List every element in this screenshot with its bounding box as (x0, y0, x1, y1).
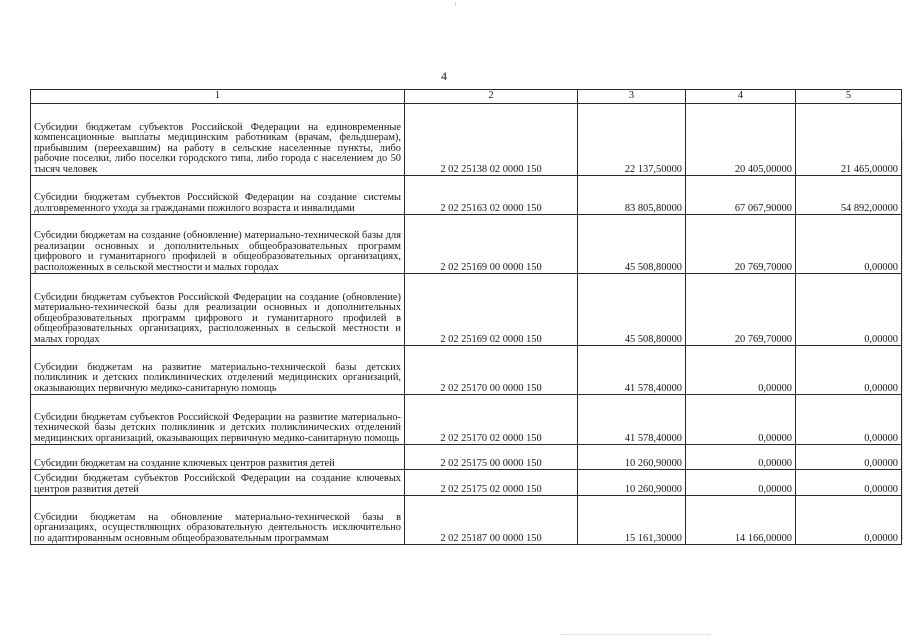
row-value-cell: 45 508,80000 (578, 215, 686, 274)
budget-revenue-table (30, 89, 902, 545)
row-value-cell: 22 137,50000 (578, 104, 686, 176)
row-value-cell: 0,00000 (686, 395, 796, 445)
row-value-cell: 41 578,40000 (578, 346, 686, 395)
row-value-cell: 0,00000 (686, 346, 796, 395)
column-header-4: 4 (686, 90, 796, 104)
row-value-cell: 0,00000 (796, 346, 902, 395)
row-value-cell: 0,00000 (686, 445, 796, 470)
row-code-cell: 2 02 25175 00 0000 150 (405, 445, 578, 470)
table-row (31, 395, 902, 445)
row-code-cell: 2 02 25170 00 0000 150 (405, 346, 578, 395)
row-name-cell: Субсидии бюджетам субъектов Российской Федерации на единовременные компенсационные выплаты медицинским работникам (врачам, фельдшерам), прибывшим (переехавшим) на работу в сельские населенные пункты, либо рабочие поселки, либо поселки городского типа, либо города с населением до 50 тысяч человек (31, 104, 405, 176)
column-header-2: 2 (405, 90, 578, 104)
row-value-cell: 21 465,00000 (796, 104, 902, 176)
scan-edge-artifact (900, 140, 903, 540)
row-value-cell: 45 508,80000 (578, 274, 686, 346)
column-header-3: 3 (578, 90, 686, 104)
column-header-5: 5 (796, 90, 902, 104)
row-value-cell: 0,00000 (796, 215, 902, 274)
row-code-cell: 2 02 25175 02 0000 150 (405, 470, 578, 496)
row-name-cell: Субсидии бюджетам на развитие материально-технической базы детских поликлиник и детских поликлинических отделений медицинских организаций, оказывающих первичную медико-санитарную помощь (31, 346, 405, 395)
row-value-cell: 41 578,40000 (578, 395, 686, 445)
row-value-cell: 83 805,80000 (578, 176, 686, 215)
row-name-cell: Субсидии бюджетам на создание (обновление) материально-технической базы для реализации основных и дополнительных общеобразовательных программ цифрового и гуманитарного профилей в общеобразовательных организациях, расположенных в сельской местности и малых городах (31, 215, 405, 274)
row-value-cell: 67 067,90000 (686, 176, 796, 215)
table-row (31, 346, 902, 395)
row-value-cell: 10 260,90000 (578, 445, 686, 470)
row-value-cell: 0,00000 (796, 274, 902, 346)
page-number: 4 (441, 69, 447, 83)
row-code-cell: 2 02 25163 02 0000 150 (405, 176, 578, 215)
row-value-cell: 0,00000 (796, 496, 902, 545)
table-row (31, 274, 902, 346)
row-code-cell: 2 02 25187 00 0000 150 (405, 496, 578, 545)
table-header-row (31, 90, 902, 104)
column-header-1: 1 (31, 90, 405, 104)
scan-bottom-artifact (560, 634, 710, 636)
row-code-cell: 2 02 25170 02 0000 150 (405, 395, 578, 445)
row-value-cell: 20 405,00000 (686, 104, 796, 176)
table-row (31, 104, 902, 176)
scan-artifact (455, 2, 456, 6)
row-name-cell: Субсидии бюджетам на обновление материально-технической базы в организациях, осуществляющих образовательную деятельность исключительно по адаптированным основным общеобразовательным программам (31, 496, 405, 545)
table-row (31, 215, 902, 274)
row-value-cell: 0,00000 (686, 470, 796, 496)
row-value-cell: 0,00000 (796, 470, 902, 496)
row-value-cell: 0,00000 (796, 395, 902, 445)
row-value-cell: 54 892,00000 (796, 176, 902, 215)
row-value-cell: 14 166,00000 (686, 496, 796, 545)
row-value-cell: 20 769,70000 (686, 215, 796, 274)
row-value-cell: 0,00000 (796, 445, 902, 470)
row-name-cell: Субсидии бюджетам субъектов Российской Федерации на создание системы долговременного ухода за гражданами пожилого возраста и инвалидами (31, 176, 405, 215)
row-value-cell: 15 161,30000 (578, 496, 686, 545)
row-value-cell: 20 769,70000 (686, 274, 796, 346)
table-row (31, 496, 902, 545)
row-code-cell: 2 02 25138 02 0000 150 (405, 104, 578, 176)
row-value-cell: 10 260,90000 (578, 470, 686, 496)
table-row (31, 176, 902, 215)
row-name-cell: Субсидии бюджетам субъектов Российской Федерации на создание (обновление) материально-технической базы для реализации основных и дополнительных общеобразовательных программ цифрового и гуманитарного профилей в общеобразовательных организациях, расположенных в сельской местности и малых городах (31, 274, 405, 346)
row-code-cell: 2 02 25169 02 0000 150 (405, 274, 578, 346)
row-name-cell: Субсидии бюджетам на создание ключевых центров развития детей (31, 445, 405, 470)
row-name-cell: Субсидии бюджетам субъектов Российской Федерации на развитие материально-технической базы детских поликлиник и детских поликлинических отделений медицинских организаций, оказывающих первичную медико-санитарную помощь (31, 395, 405, 445)
table-row (31, 470, 902, 496)
table-row (31, 445, 902, 470)
row-name-cell: Субсидии бюджетам субъектов Российской Федерации на создание ключевых центров развития детей (31, 470, 405, 496)
row-code-cell: 2 02 25169 00 0000 150 (405, 215, 578, 274)
